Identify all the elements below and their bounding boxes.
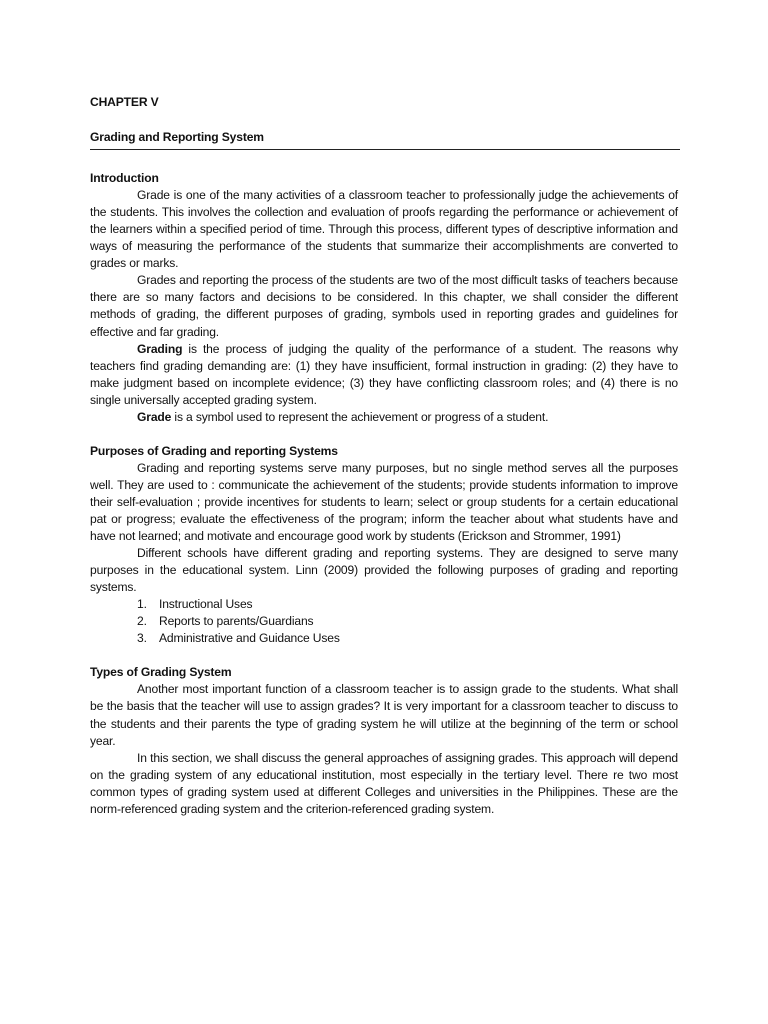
document-title: Grading and Reporting System <box>90 130 264 145</box>
term-grade: Grade <box>137 409 172 424</box>
list-item: 3. Administrative and Guidance Uses <box>137 631 340 646</box>
paragraph: Different schools have different grading and reporting systems. They are designed to serve many purposes in the educational system. Linn (2009) provided the following purposes of grading and reporting systems. <box>90 546 678 595</box>
paragraph: Grading and reporting systems serve many purposes, but no single method serves all the purposes well. They are used to : communicate the achievement of the students; provide students information to improve their self-evaluation ; provide incentives for students to learn; select or group students for a certain educational pat or progress; evaluate the effectiveness of the program; inform the teacher about what students have and have not learned; and motivate and encourage good work by students (Erickson and Strommer, 1991) <box>90 460 678 544</box>
page-content <box>90 94 678 818</box>
paragraph: Grading is the process of judging the quality of the performance of a student. The reasons why teachers find grading demanding are: (1) they have insufficient, formal instruction in grading: (2) they have to make judgment based on incomplete evidence; (3) they have conflicting classroom roles; and (4) there is no single universally accepted grading system. <box>90 341 678 407</box>
list-item: 2. Reports to parents/Guardians <box>137 614 314 629</box>
title-rule <box>90 149 680 150</box>
paragraph: Another most important function of a classroom teacher is to assign grade to the students. What shall be the basis that the teacher will use to assign grades? It is very important for a classroom teacher to discuss to the students and their parents the type of grading system he will utilize at the beginning of the term or school year. <box>90 682 678 748</box>
section-heading-purposes: Purposes of Grading and reporting Systems <box>90 443 338 458</box>
paragraph: Grade is a symbol used to represent the achievement or progress of a student. <box>137 409 549 424</box>
paragraph: Grade is one of the many activities of a classroom teacher to professionally judge the achievements of the students. This involves the collection and evaluation of proofs regarding the performance or achievement of the learners within a specified period of time. Through this process, different types of descriptive information and ways of measuring the performance of the students that summarize their accomplishments are converted to grades or marks. <box>90 188 678 271</box>
term-grading: Grading <box>137 341 183 356</box>
chapter-label: CHAPTER V <box>90 95 159 109</box>
list-item: 1. Instructional Uses <box>137 597 253 612</box>
paragraph: In this section, we shall discuss the general approaches of assigning grades. This approach will depend on the grading system of any educational institution, most especially in the tertiary level. There re two most common types of grading system used at different Colleges and universities in the Philippines. These are the norm-referenced grading system and the criterion-referenced grading system. <box>90 750 678 816</box>
purposes-list <box>90 596 678 647</box>
section-heading-types: Types of Grading System <box>90 665 232 680</box>
section-heading-introduction: Introduction <box>90 171 159 186</box>
paragraph: Grades and reporting the process of the students are two of the most difficult tasks of teachers because there are so many factors and decisions to be considered. In this chapter, we shall consider the different methods of grading, the different purposes of grading, symbols used in reporting grades and guidelines for effective and far grading. <box>90 273 678 339</box>
